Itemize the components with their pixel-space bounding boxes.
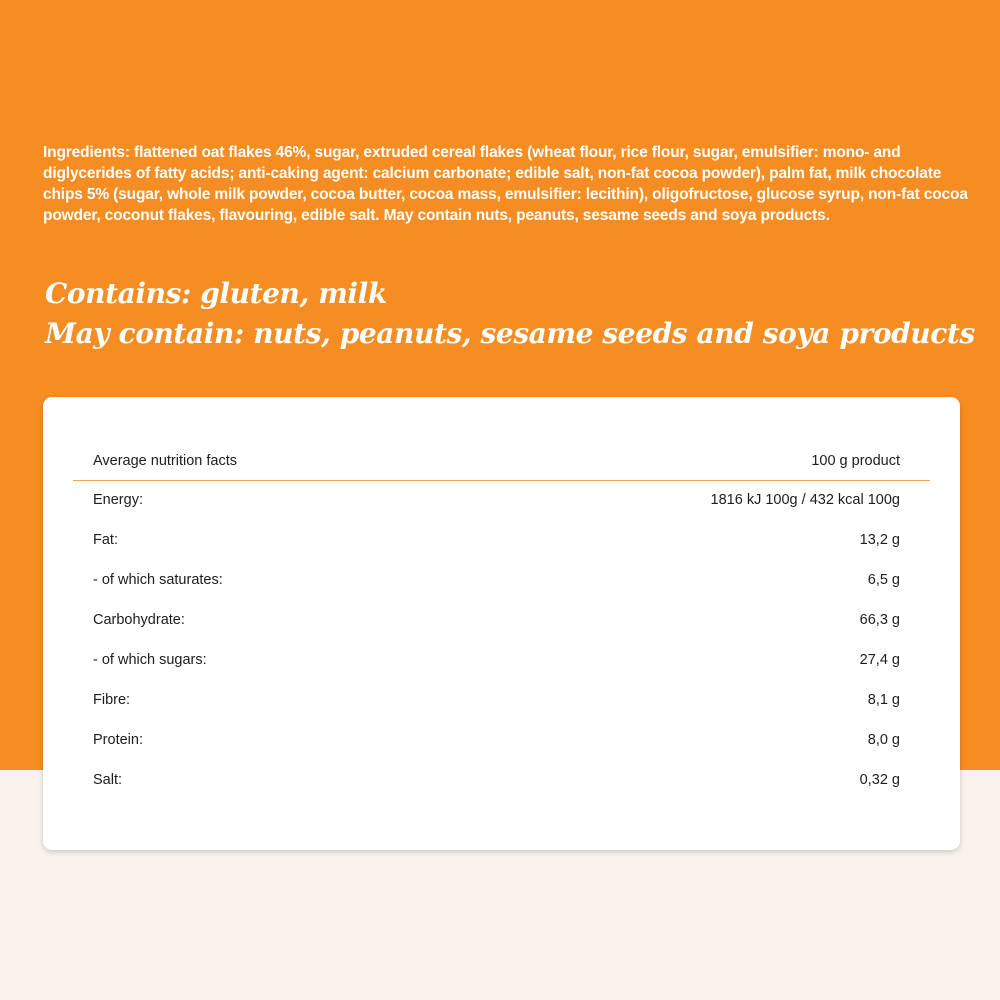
nutrition-header-label: Average nutrition facts xyxy=(93,453,238,469)
nutrition-row-label: Protein: xyxy=(93,732,143,748)
nutrition-row-label: Energy: xyxy=(93,492,143,508)
nutrition-row-value: 8,0 g xyxy=(867,732,900,748)
nutrition-row-value: 66,3 g xyxy=(859,612,900,628)
nutrition-card xyxy=(43,397,960,850)
nutrition-row-label: Fibre: xyxy=(93,692,131,708)
nutrition-row-label: Carbohydrate: xyxy=(93,612,185,628)
nutrition-row-label: Fat: xyxy=(93,532,118,548)
nutrition-row-saturates xyxy=(93,562,900,602)
allergen-contains: Contains: gluten, milk xyxy=(45,277,387,310)
nutrition-row-value: 8,1 g xyxy=(867,692,900,708)
allergen-may-contain: May contain: nuts, peanuts, sesame seeds and soya products xyxy=(45,317,975,350)
nutrition-row-value: 27,4 g xyxy=(859,652,900,668)
nutrition-row-fat xyxy=(93,522,900,562)
nutrition-row-salt xyxy=(93,762,900,802)
nutrition-row-value: 6,5 g xyxy=(867,572,900,588)
nutrition-header-value: 100 g product xyxy=(811,453,900,469)
nutrition-row-sugars xyxy=(93,642,900,682)
nutrition-row-value: 13,2 g xyxy=(859,532,900,548)
nutrition-row-label: Salt: xyxy=(93,772,123,788)
nutrition-row-fibre xyxy=(93,682,900,722)
nutrition-table-body xyxy=(93,482,900,802)
ingredients-text: Ingredients: flattened oat flakes 46%, sugar, extruded cereal flakes (wheat flour, rice flour, sugar, emulsifier: mono- and diglycerides of fatty acids; anti-caking agent: calcium carbonate; edible salt, non-fat cocoa powder), palm fat, milk chocolate chips 5% (sugar, whole milk powder, cocoa butter, cocoa mass, emulsifier: lecithin), oligofructose, glucose syrup, non-fat cocoa powder, coconut flakes, flavouring, edible salt. May contain nuts, peanuts, sesame seeds and soya products. xyxy=(43,144,968,224)
nutrition-table-header xyxy=(73,442,930,481)
nutrition-row-value: 1816 kJ 100g / 432 kcal 100g xyxy=(710,492,900,508)
nutrition-row-label: - of which saturates: xyxy=(93,572,223,588)
nutrition-row-label: - of which sugars: xyxy=(93,652,207,668)
nutrition-row-carbohydrate xyxy=(93,602,900,642)
nutrition-row-value: 0,32 g xyxy=(859,772,900,788)
nutrition-row-energy xyxy=(93,482,900,522)
nutrition-row-protein xyxy=(93,722,900,762)
